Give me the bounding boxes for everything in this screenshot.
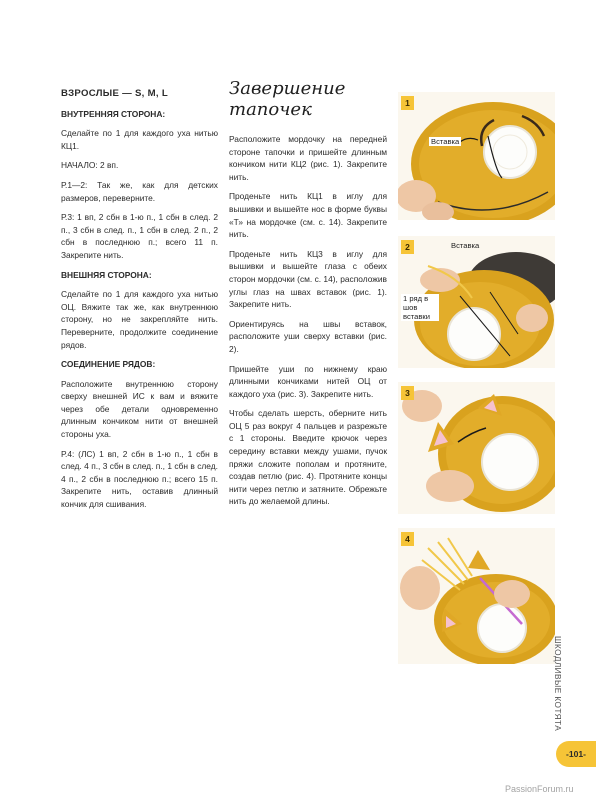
step-5-text: Пришейте уши по нижнему краю длинными кончиками нитей ОЦ от каждого уха (рис. 3). Закрепите нить.	[229, 363, 387, 399]
photo-4-illustration	[398, 528, 555, 664]
photo-1-illustration	[398, 92, 555, 220]
side-title-text: ШКОДЛИВЫЕ КОТЯТА	[553, 636, 563, 732]
join-rows-text: Расположите внутреннюю сторону сверху внешней ИС к вам и вяжите через обе детали одновременно длинным кончиком нити от внешней стороны уха.	[61, 378, 218, 440]
left-column	[61, 88, 218, 518]
page-number: -101-	[556, 741, 596, 767]
photo-2-label-side: 1 ряд в шов вставки	[401, 294, 439, 321]
start-text: НАЧАЛО: 2 вп.	[61, 160, 119, 171]
step-6-text: Чтобы сделать шерсть, оберните нить ОЦ 5 раз вокруг 4 пальцев и разрежьте с 1 стороны. Введите крючок через середину вставки между ушами, пучок пряжи сложите пополам и протяните, создав петлю (рис. 4). Протяните концы нити через петлю и затяните. Обрежьте нить до желаемой длины.	[229, 408, 387, 507]
photo-1	[398, 92, 555, 220]
row-4-text: Р.4: (ЛС) 1 вп, 2 сбн в 1-ю п., 1 сбн в след. 4 п., 3 сбн в след. п., 1 сбн в след. 4 п., 2 сбн в последнюю п.; всего 15 п. Закрепите нить, оставив длинный кончик для сшивания.	[61, 448, 218, 510]
photo-4	[398, 528, 555, 664]
inner-side-text: Сделайте по 1 для каждого уха нитью КЦ1.	[61, 128, 218, 151]
photo-3-number: 3	[401, 386, 414, 400]
photo-4-number: 4	[401, 532, 414, 546]
photo-3-illustration	[398, 382, 555, 514]
step-3-text: Проденьте нить КЦ3 в иглу для вышивки и вышейте глаза с обеих сторон мордочки (см. с. 14), расположив углы глаз на швах вставок (рис. 1). Закрепите нить.	[229, 248, 387, 310]
join-rows-heading: СОЕДИНЕНИЕ РЯДОВ:	[61, 359, 156, 370]
inner-side-heading: ВНУТРЕННЯЯ СТОРОНА:	[61, 108, 166, 119]
section-title	[229, 78, 387, 120]
section-heading-adults: ВЗРОСЛЫЕ — S, M, L	[61, 88, 168, 99]
step-4-text: Ориентируясь на швы вставок, расположите уши сверху вставки (рис. 2).	[229, 318, 387, 354]
photo-1-number: 1	[401, 96, 414, 110]
title-line-2: тапочек	[229, 99, 312, 120]
photo-1-label: Вставка	[431, 137, 460, 146]
photo-2	[398, 236, 555, 368]
photo-2-number: 2	[401, 240, 414, 254]
watermark: PassionForum.ru	[505, 784, 574, 794]
step-1-text: Расположите мордочку на передней стороне тапочки и пришейте длинным кончиком нити КЦ2 (рис. 1). Закрепите нить.	[229, 134, 387, 182]
photo-2-label-top: Вставка	[451, 241, 480, 250]
outer-side-heading: ВНЕШНЯЯ СТОРОНА:	[61, 269, 152, 280]
photo-3	[398, 382, 555, 514]
rows-1-2-text: Р.1—2: Так же, как для детских размеров, переверните.	[61, 179, 218, 203]
outer-side-text: Сделайте по 1 для каждого уха нитью ОЦ. Вяжите так же, как внутреннюю сторону, но не закрепляйте нить. Переверните, продолжите соединение рядов.	[61, 289, 218, 350]
step-2-text: Проденьте нить КЦ1 в иглу для вышивки и вышейте нос в форме буквы «Т» на мордочке (см. с. 14). Закрепите нить.	[229, 191, 387, 240]
row-3-text: Р.3: 1 вп, 2 сбн в 1-ю п., 1 сбн в след. 2 п., 3 сбн в след. п., 1 сбн в след. 2 п., 2 сбн в последнюю п.; всего 11 п. Закрепите нить.	[61, 212, 218, 260]
title-line-1: Завершение	[229, 78, 346, 99]
middle-column	[229, 78, 387, 515]
